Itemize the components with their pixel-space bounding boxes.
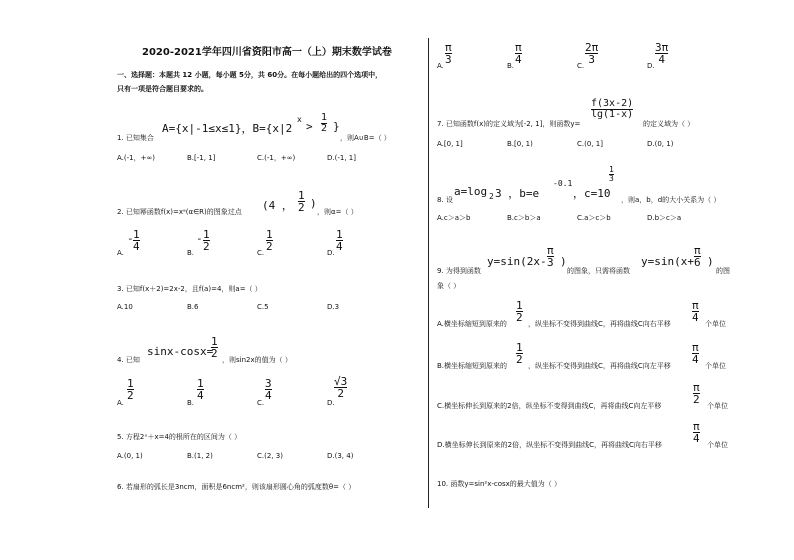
q1-close: }: [333, 120, 340, 133]
q9-func2-den: 6: [694, 256, 701, 269]
q2-option-b-fraction: [203, 229, 210, 252]
q3-option-a: A.10: [117, 303, 133, 311]
q2-option-c-label: C.: [257, 249, 265, 257]
q4-option-a-num: 1: [127, 377, 134, 390]
q2-option-a-fraction: [133, 229, 140, 252]
q2-point-den: 2: [298, 201, 305, 214]
q7-option-c: C.(0, 1]: [577, 140, 603, 148]
q9-option-a-scale-fraction: [516, 300, 523, 323]
q2-text: 2. 已知幂函数f(x)=xᵃ(α∈R)的图象过点: [117, 208, 242, 216]
q7-option-a: A.[0, 1]: [437, 140, 463, 148]
q2-point-left: (4 ，: [262, 199, 293, 212]
q9-option-c-shift-fraction: [693, 382, 700, 405]
section-heading-line2: 只有一项是符合题目要求的。: [117, 85, 208, 93]
q4-option-b-num: 1: [197, 377, 204, 390]
q6-option-b-num: π: [515, 41, 522, 54]
q4-option-d-fraction: [334, 376, 347, 399]
q7-den: lg(1-x): [591, 109, 634, 120]
q9-option-b-text1: B.横坐标缩短到原来的: [437, 362, 508, 370]
q9-func1-b: ): [560, 255, 567, 268]
q2-option-d-den: 4: [336, 240, 343, 253]
q8-c-exp-fraction: [609, 166, 614, 183]
q2-point-fraction: [298, 190, 305, 213]
q4-option-b-label: B.: [187, 399, 195, 407]
q2-option-b-label: B.: [187, 249, 195, 257]
q4-tail: ，则sin2x的值为（ ）: [222, 356, 292, 364]
q2-option-b-sign: -: [196, 232, 203, 245]
q9-option-b-scale-den: 2: [516, 353, 523, 366]
q9-option-b-scale-fraction: [516, 342, 523, 365]
q5-option-a: A.(0, 1): [117, 452, 143, 460]
q8-b-expr: 3 ，b=e: [495, 187, 540, 200]
q8-option-b: B.c＞b＞a: [507, 214, 541, 222]
q8-c-expr: ，c=10: [573, 187, 611, 200]
q4-option-d-num: √3: [334, 375, 348, 388]
q2-option-d-fraction: [336, 229, 343, 252]
q9-option-d-shift-num: π: [693, 420, 700, 433]
q9-option-b-shift-den: 4: [692, 353, 699, 366]
q5-option-d: D.(3, 4): [327, 452, 354, 460]
q8-c-exp-den: 3: [609, 174, 614, 183]
q6-option-a-fraction: [445, 42, 452, 65]
q9-option-d-shift-fraction: [693, 421, 700, 444]
q8-option-a: A.c＞a＞b: [437, 214, 471, 222]
q1-half-den: 2: [321, 123, 328, 134]
q1-option-c: C.(-1，+∞): [257, 154, 296, 162]
q8-a-expr: a=log: [454, 185, 488, 198]
column-divider: [428, 38, 429, 508]
section-heading-line1: 一、选择题：本题共 12 小题，每小题 5分，共 60分。在每小题给出的四个选项中，: [117, 71, 383, 79]
q6-option-d-den: 4: [658, 53, 665, 66]
q9-option-a-text3: 个单位: [705, 320, 726, 328]
q7-fraction: [591, 99, 633, 120]
q9-option-a-scale-den: 2: [516, 311, 523, 324]
q4-den: 2: [211, 347, 218, 360]
q9-option-a-shift-den: 4: [692, 311, 699, 324]
q6-option-d-num: 3π: [655, 41, 669, 54]
q9-option-c-text1: C.横坐标伸长到原来的2倍，纵坐标不变得到曲线C，再将曲线C向左平移: [437, 402, 662, 410]
q2-option-a-den: 4: [133, 240, 140, 253]
q2-option-c-den: 2: [266, 240, 273, 253]
q4-option-c-label: C.: [257, 399, 265, 407]
q1-exp: x: [297, 115, 302, 124]
q8-prefix: 8. 设: [437, 196, 453, 204]
q4-option-b-den: 4: [197, 389, 204, 402]
q3-option-b: B.6: [187, 303, 199, 311]
q9-option-a-shift-num: π: [692, 299, 699, 312]
q1-option-d: D.(-1, 1]: [327, 154, 356, 162]
q2-option-b-num: 1: [203, 228, 210, 241]
q2-tail: ，则α=（ ）: [317, 208, 358, 216]
q1-option-a: A.(-1，+∞): [117, 154, 156, 162]
q9-option-a-text1: A.横坐标缩短到原来的: [437, 320, 507, 328]
q2-option-b-den: 2: [203, 240, 210, 253]
q6-option-b-den: 4: [515, 53, 522, 66]
q6-text: 6. 若扇形的弧长是3ncm，面积是6ncm²，则该扇形圆心角的弧度数θ=（ ）: [117, 483, 356, 491]
q9-func1-a: y=sin(2x-: [487, 255, 547, 268]
q4-expr: sinx-cosx=: [147, 345, 214, 358]
q4-option-a-fraction: [127, 378, 134, 401]
q9-option-c-text3: 个单位: [707, 402, 728, 410]
q9-option-b-text3: 个单位: [705, 362, 726, 370]
q9-option-b-shift-fraction: [692, 342, 699, 365]
q8-option-d: D.b＞c＞a: [647, 214, 682, 222]
q4-option-a-label: A.: [117, 399, 124, 407]
q9-option-c-shift-num: π: [693, 381, 700, 394]
q9-tail2: 象（ ）: [437, 282, 461, 290]
q9-func1-fraction: [547, 245, 554, 268]
q3-option-d: D.3: [327, 303, 340, 311]
q7-tail: 的定义域为（ ）: [643, 120, 695, 128]
q4-option-c-num: 3: [265, 377, 272, 390]
q2-option-a-num: 1: [133, 228, 140, 241]
q1-gt: >: [306, 120, 313, 133]
q6-option-a-label: A.: [437, 62, 444, 70]
q5-option-b: B.(1, 2): [187, 452, 213, 460]
q9-option-b-shift-num: π: [692, 341, 699, 354]
q9-option-d-text1: D.横坐标伸长到原来的2倍，纵坐标不变得到曲线C，再将曲线C向右平移: [437, 441, 662, 449]
q9-func2-fraction: [694, 245, 701, 268]
q1-half-fraction: [321, 113, 327, 134]
q7-num: f(3x-2): [591, 98, 634, 109]
q4-prefix: 4. 已知: [117, 356, 140, 364]
q6-option-b-label: B.: [507, 62, 515, 70]
q9-func2-b: ): [707, 255, 714, 268]
q2-option-d-label: D.: [327, 249, 335, 257]
q2-point-num: 1: [298, 189, 305, 202]
q7-option-d: D.(0, 1): [647, 140, 674, 148]
q1-option-b: B.[-1, 1]: [187, 154, 216, 162]
q1-prefix: 1. 已知集合: [117, 134, 154, 142]
q6-option-a-den: 3: [445, 53, 452, 66]
q4-num: 1: [211, 335, 218, 348]
q2-point-right: ): [310, 197, 317, 210]
q5-text: 5. 方程2ˣ＋x=4的根所在的区间为（ ）: [117, 433, 242, 441]
q2-option-a-sign: -: [127, 232, 134, 245]
q2-option-c-num: 1: [266, 228, 273, 241]
q10-text: 10. 函数y=sin²x-cosx的最大值为（ ）: [437, 480, 562, 488]
q8-b-exp: -0.1: [553, 179, 573, 188]
q9-option-d-text3: 个单位: [707, 441, 728, 449]
q4-option-c-den: 4: [265, 389, 272, 402]
q1-set-expr: A={x|-1≤x≤1}，B={x|2: [162, 122, 293, 135]
q8-c-exp-num: 1: [609, 165, 614, 174]
q9-option-c-shift-den: 2: [693, 393, 700, 406]
q6-option-c-fraction: [585, 42, 598, 65]
q1-half-num: 1: [321, 112, 328, 123]
q9-prefix: 9. 为得到函数: [437, 267, 481, 275]
q9-option-d-shift-den: 4: [693, 432, 700, 445]
q1-tail: ，则A∪B=（ ）: [340, 134, 391, 142]
q2-option-d-num: 1: [336, 228, 343, 241]
q4-option-c-fraction: [265, 378, 272, 401]
q2-option-a-label: A.: [117, 249, 124, 257]
q5-option-c: C.(2, 3): [257, 452, 283, 460]
q9-option-a-scale-num: 1: [516, 299, 523, 312]
q6-option-c-label: C.: [577, 62, 585, 70]
q8-a-base: 2: [489, 192, 494, 201]
q8-tail: ，则a，b，d的大小关系为（ ）: [621, 196, 721, 204]
q6-option-c-den: 3: [588, 53, 595, 66]
q7-prefix: 7. 已知函数f(x)的定义域为[-2, 1]，则函数y=: [437, 120, 581, 128]
q9-func1-num: π: [547, 244, 554, 257]
q9-tail: 的图: [716, 267, 730, 275]
q4-option-d-label: D.: [327, 399, 335, 407]
q3-option-c: C.5: [257, 303, 269, 311]
q9-option-b-scale-num: 1: [516, 341, 523, 354]
page-title: 2020-2021学年四川省资阳市高一（上）期末数学试卷: [142, 47, 392, 58]
q9-func2-num: π: [694, 244, 701, 257]
q4-fraction: [211, 336, 218, 359]
q9-func1-den: 3: [547, 256, 554, 269]
q9-option-b-text2: ，纵坐标不变得到曲线C，再将曲线C向左平移: [528, 362, 671, 370]
q6-option-d-fraction: [655, 42, 668, 65]
q3-text: 3. 已知f(x＋2)=2x-2，且f(a)=4，则a=（ ）: [117, 285, 262, 293]
q6-option-c-num: 2π: [585, 41, 599, 54]
q9-mid: 的图象，只需将函数: [567, 267, 630, 275]
q6-option-b-fraction: [515, 42, 522, 65]
q8-option-c: C.a＞c＞b: [577, 214, 611, 222]
q9-option-a-text2: ，纵坐标不变得到曲线C，再将曲线C向右平移: [528, 320, 671, 328]
q6-option-d-label: D.: [647, 62, 655, 70]
q6-option-a-num: π: [445, 41, 452, 54]
q4-option-d-den: 2: [337, 387, 344, 400]
q9-func2-a: y=sin(x+: [641, 255, 694, 268]
q9-option-a-shift-fraction: [692, 300, 699, 323]
q4-option-b-fraction: [197, 378, 204, 401]
q2-option-c-fraction: [266, 229, 273, 252]
q7-option-b: B.[0, 1): [507, 140, 533, 148]
q4-option-a-den: 2: [127, 389, 134, 402]
